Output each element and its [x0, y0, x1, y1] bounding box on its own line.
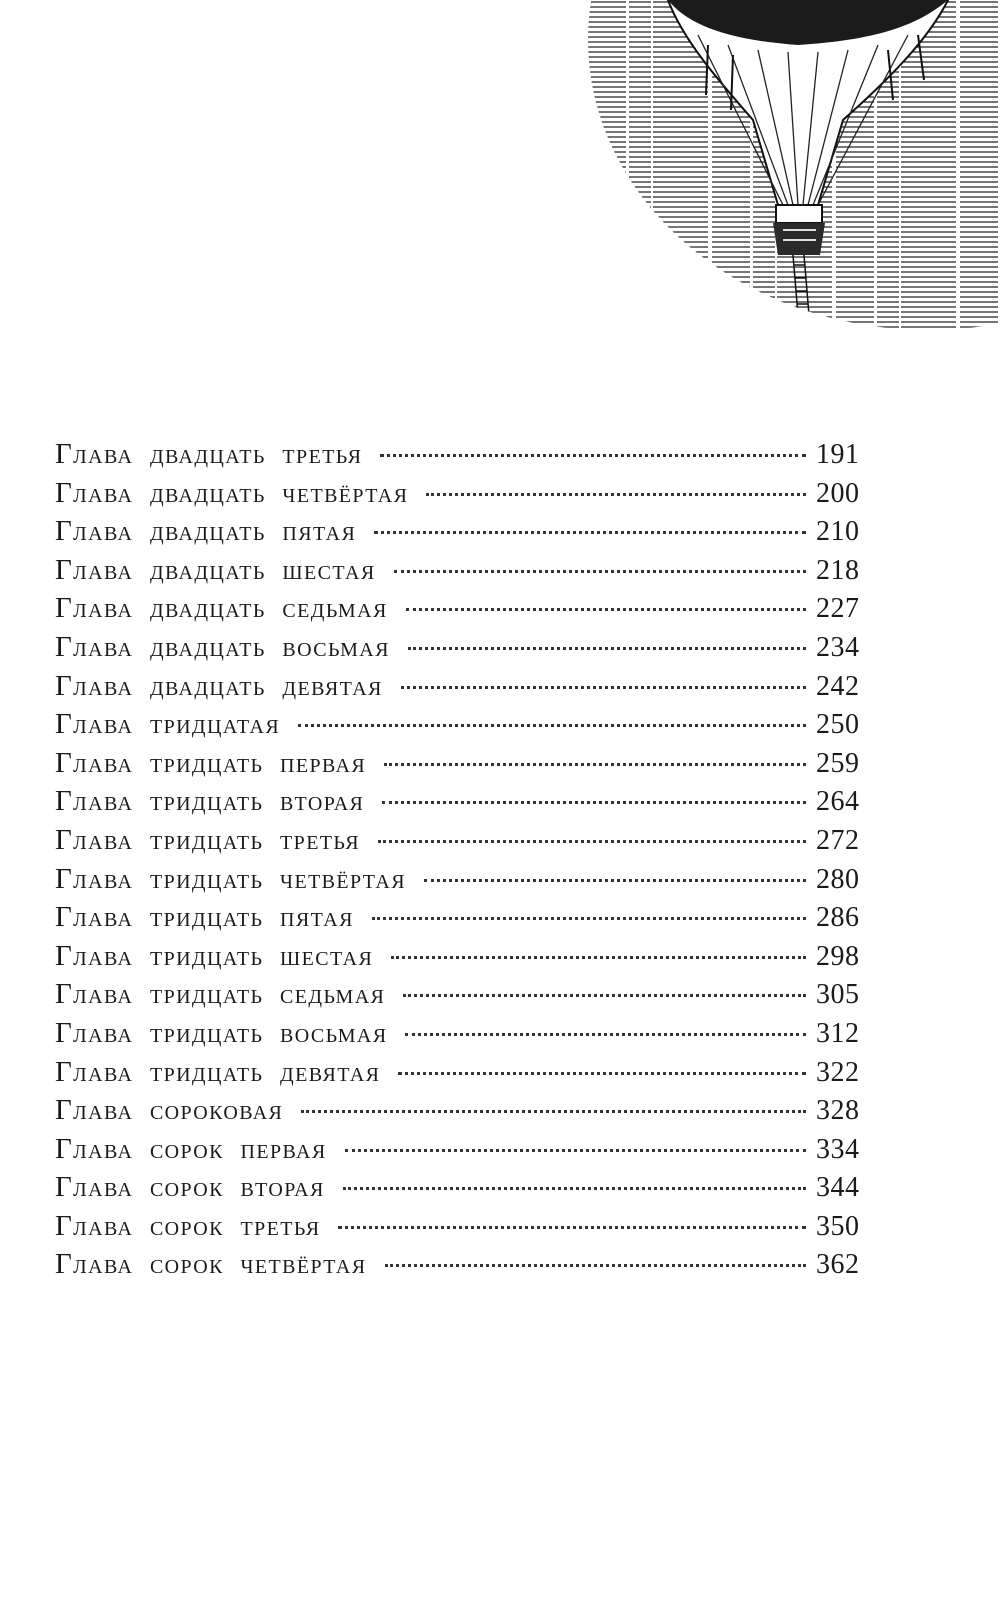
- toc-entry-page: 362: [816, 1249, 860, 1281]
- toc-entry-title: Глава двадцать четвёртая: [55, 476, 409, 509]
- toc-entry-page: 322: [816, 1056, 860, 1088]
- toc-entry-title: Глава сорок третья: [55, 1209, 321, 1242]
- toc-entry: [55, 785, 870, 824]
- toc-entry: [55, 670, 870, 709]
- toc-entry-page: 242: [816, 670, 860, 702]
- toc-entry-title: Глава двадцать шестая: [55, 553, 376, 586]
- toc-entry: [55, 940, 870, 979]
- toc-entry: [55, 1133, 870, 1172]
- toc-entry-page: 344: [816, 1172, 860, 1204]
- toc-leader-dots: [384, 763, 806, 766]
- toc-entry: [55, 631, 870, 670]
- toc-entry-page: 200: [816, 477, 860, 509]
- toc-leader-dots: [394, 570, 806, 573]
- toc-entry: [55, 901, 870, 940]
- toc-entry-page: 280: [816, 863, 860, 895]
- toc-entry-page: 264: [816, 786, 860, 818]
- toc-leader-dots: [338, 1226, 806, 1229]
- toc-leader-dots: [408, 647, 806, 650]
- toc-entry-title: Глава сорок вторая: [55, 1171, 325, 1204]
- toc-entry-title: Глава двадцать девятая: [55, 669, 383, 702]
- toc-entry-page: 350: [816, 1210, 860, 1242]
- toc-entry-page: 259: [816, 747, 860, 779]
- toc-entry: [55, 1171, 870, 1210]
- toc-entry-title: Глава тридцать шестая: [55, 939, 374, 972]
- table-of-contents: [55, 438, 870, 1287]
- toc-entry-page: 227: [816, 593, 860, 625]
- toc-entry: [55, 708, 870, 747]
- toc-leader-dots: [301, 1110, 806, 1113]
- toc-entry-title: Глава тридцать восьмая: [55, 1016, 388, 1049]
- toc-entry-title: Глава тридцать пятая: [55, 901, 354, 934]
- toc-entry-title: Глава двадцать третья: [55, 438, 363, 470]
- toc-leader-dots: [343, 1187, 806, 1190]
- toc-entry-title: Глава сороковая: [55, 1094, 284, 1127]
- toc-entry: [55, 554, 870, 593]
- toc-entry: [55, 1210, 870, 1249]
- toc-leader-dots: [380, 454, 806, 457]
- toc-entry-title: Глава тридцать седьмая: [55, 978, 386, 1011]
- toc-entry: [55, 477, 870, 516]
- toc-leader-dots: [401, 686, 806, 689]
- toc-leader-dots: [405, 1033, 806, 1036]
- toc-entry-title: Глава двадцать седьмая: [55, 592, 388, 625]
- toc-leader-dots: [382, 801, 806, 804]
- toc-entry-title: Глава двадцать восьмая: [55, 630, 390, 663]
- toc-entry-page: 218: [816, 554, 860, 586]
- toc-entry: [55, 824, 870, 863]
- toc-leader-dots: [426, 493, 806, 496]
- balloon-illustration: [588, 0, 1000, 330]
- toc-entry-title: Глава двадцать пятая: [55, 515, 357, 548]
- toc-entry-page: 272: [816, 824, 860, 856]
- toc-entry-page: 234: [816, 631, 860, 663]
- toc-entry: [55, 863, 870, 902]
- toc-entry-page: 286: [816, 902, 860, 934]
- toc-entry: [55, 1017, 870, 1056]
- toc-leader-dots: [385, 1264, 807, 1267]
- toc-entry-page: 298: [816, 940, 860, 972]
- toc-leader-dots: [398, 1072, 806, 1075]
- toc-leader-dots: [403, 994, 806, 997]
- toc-leader-dots: [374, 531, 806, 534]
- toc-leader-dots: [424, 879, 806, 882]
- toc-entry-page: 334: [816, 1133, 860, 1165]
- toc-entry: [55, 747, 870, 786]
- toc-entry-title: Глава тридцать первая: [55, 746, 367, 779]
- toc-entry: [55, 515, 870, 554]
- hot-air-balloon-icon: [588, 0, 1000, 330]
- toc-leader-dots: [372, 917, 806, 920]
- toc-entry-title: Глава тридцать третья: [55, 823, 360, 856]
- toc-leader-dots: [378, 840, 806, 843]
- toc-entry-page: 210: [816, 516, 860, 548]
- toc-entry-page: 191: [816, 439, 860, 470]
- toc-entry-title: Глава тридцать четвёртая: [55, 862, 407, 895]
- toc-entry-title: Глава тридцатая: [55, 708, 281, 741]
- toc-entry-title: Глава сорок четвёртая: [55, 1248, 367, 1281]
- toc-entry: [55, 978, 870, 1017]
- toc-entry: [55, 1056, 870, 1095]
- toc-entry-page: 312: [816, 1017, 860, 1049]
- toc-entry-title: Глава сорок первая: [55, 1132, 327, 1165]
- toc-entry: [55, 438, 870, 477]
- toc-entry: [55, 592, 870, 631]
- toc-entry: [55, 1094, 870, 1133]
- toc-entry-title: Глава тридцать вторая: [55, 785, 365, 818]
- toc-entry-page: 305: [816, 979, 860, 1011]
- toc-leader-dots: [406, 608, 806, 611]
- toc-leader-dots: [345, 1149, 806, 1152]
- toc-entry-page: 328: [816, 1095, 860, 1127]
- toc-entry-title: Глава тридцать девятая: [55, 1055, 381, 1088]
- toc-entry: [55, 1248, 870, 1287]
- toc-entry-page: 250: [816, 709, 860, 741]
- toc-leader-dots: [298, 724, 806, 727]
- toc-leader-dots: [391, 956, 806, 959]
